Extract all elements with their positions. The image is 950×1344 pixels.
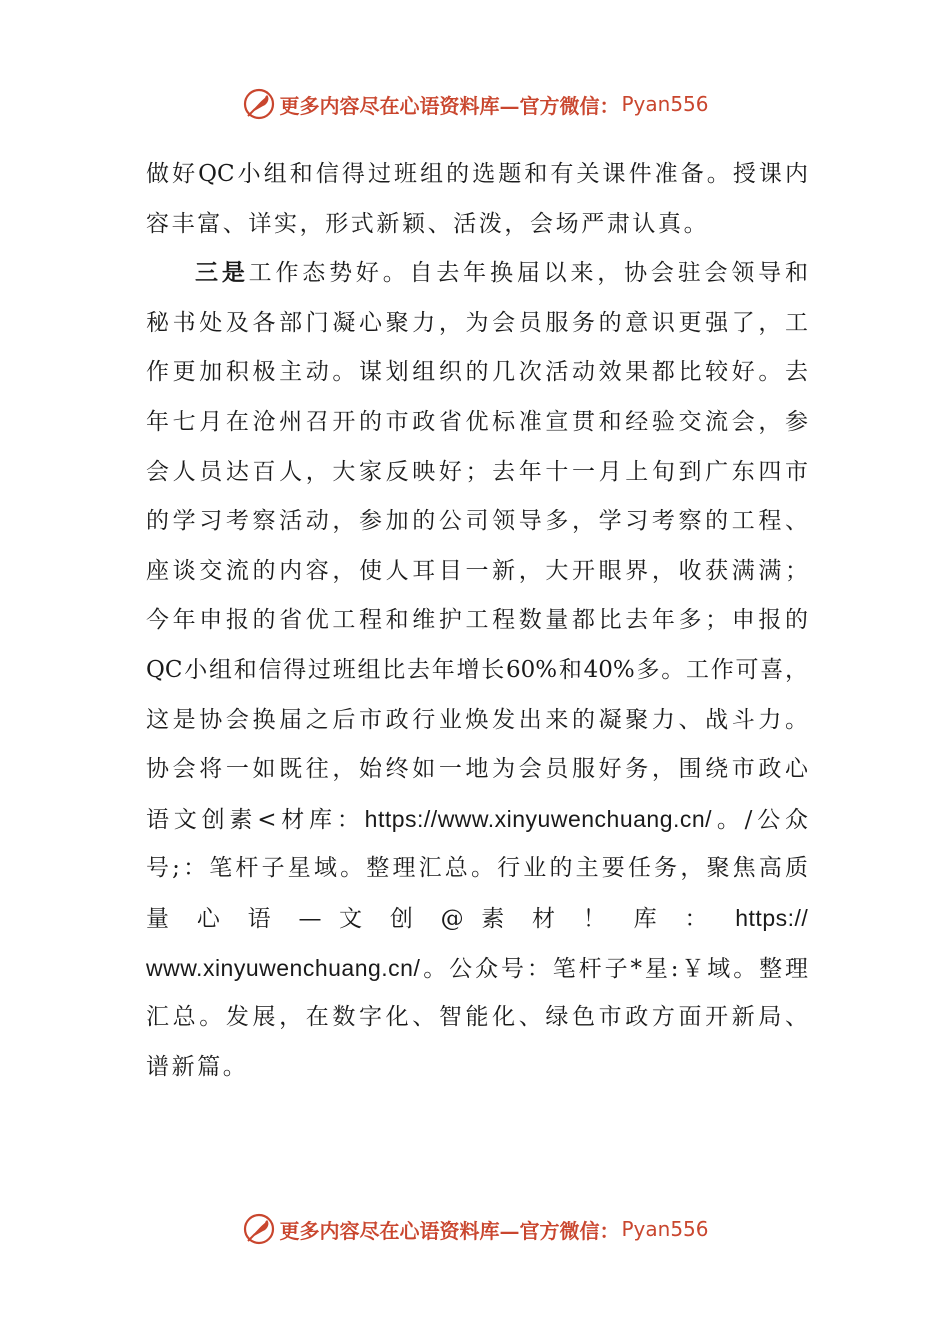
text-line: 的学习考察活动，参加的公司领导多，学习考察的工程、 <box>146 508 808 535</box>
text-line <box>146 944 808 994</box>
banner-wechat-id: Pyan556 <box>621 92 709 116</box>
word: 心 <box>196 905 231 932</box>
text-span: 语文创素<材库： <box>146 806 365 833</box>
word: — <box>298 905 322 932</box>
website-url: https://www.xinyuwenchuang.cn/ <box>364 805 713 832</box>
text-line: 谱新篇。 <box>146 1053 249 1080</box>
banner-slogan: 更多内容尽在心语资料库—官方微信： <box>279 93 620 118</box>
word: 语 <box>247 905 281 932</box>
website-url-part: https:// <box>735 904 808 931</box>
header-banner <box>0 82 950 126</box>
website-url: www.xinyuwenchuang.cn/ <box>146 954 421 981</box>
paragraph-lead: 三是 <box>195 260 249 287</box>
banner-wechat-id: Pyan556 <box>621 1217 709 1241</box>
word: 库 <box>633 905 667 932</box>
text-line: 秘书处及各部门凝心聚力，为会员服务的意识更强了，工 <box>146 309 808 336</box>
word: ！ <box>582 905 617 932</box>
text-line: 今年申报的省优工程和维护工程数量都比去年多；申报的 <box>146 607 808 634</box>
text-line <box>146 795 808 845</box>
word: @ <box>440 905 464 932</box>
text-line: 座谈交流的内容，使人耳目一新，大开眼界，收获满满； <box>146 557 808 584</box>
text-span: 。公众号：笔杆子*星:￥域。整理 <box>420 955 808 982</box>
text-span: 工作态势好。自去年换届以来，协会驻会领导和 <box>248 260 808 287</box>
text-span: 。/公众 <box>712 806 808 833</box>
word: 材 <box>532 905 566 932</box>
quill-logo-icon <box>241 1211 277 1247</box>
paragraph-line <box>146 249 808 299</box>
text-line: 号;：笔杆子星域。整理汇总。行业的主要任务，聚焦高质 <box>146 855 808 882</box>
word: 文 <box>339 905 373 932</box>
spaced-text-line <box>146 894 808 944</box>
word: 创 <box>389 905 424 932</box>
word: 量 <box>146 905 180 932</box>
footer-banner <box>0 1207 950 1251</box>
word: ： <box>684 905 718 932</box>
word: 素 <box>481 905 515 932</box>
text-line: 作更加积极主动。谋划组织的几次活动效果都比较好。去 <box>146 359 808 386</box>
text-line: 做好QC小组和信得过班组的选题和有关课件准备。授课内 <box>146 161 808 187</box>
text-line: 这是协会换届之后市政行业焕发出来的凝聚力、战斗力。 <box>146 706 808 733</box>
quill-logo-icon <box>241 86 277 122</box>
text-line: 年七月在沧州召开的市政省优标准宣贯和经验交流会，参 <box>146 408 808 435</box>
text-line: 协会将一如既往，始终如一地为会员服好务，围绕市政心 <box>146 756 808 783</box>
text-line: QC小组和信得过班组比去年增长60%和40%多。工作可喜， <box>146 656 808 683</box>
text-line: 会人员达百人，大家反映好；去年十一月上旬到广东四市 <box>146 458 808 485</box>
document-body <box>146 150 808 1092</box>
text-line: 汇总。发展，在数字化、智能化、绿色市政方面开新局、 <box>146 1004 808 1031</box>
banner-slogan: 更多内容尽在心语资料库—官方微信： <box>279 1218 620 1243</box>
text-line: 容丰富、详实，形式新颖、活泼，会场严肃认真。 <box>146 210 710 237</box>
